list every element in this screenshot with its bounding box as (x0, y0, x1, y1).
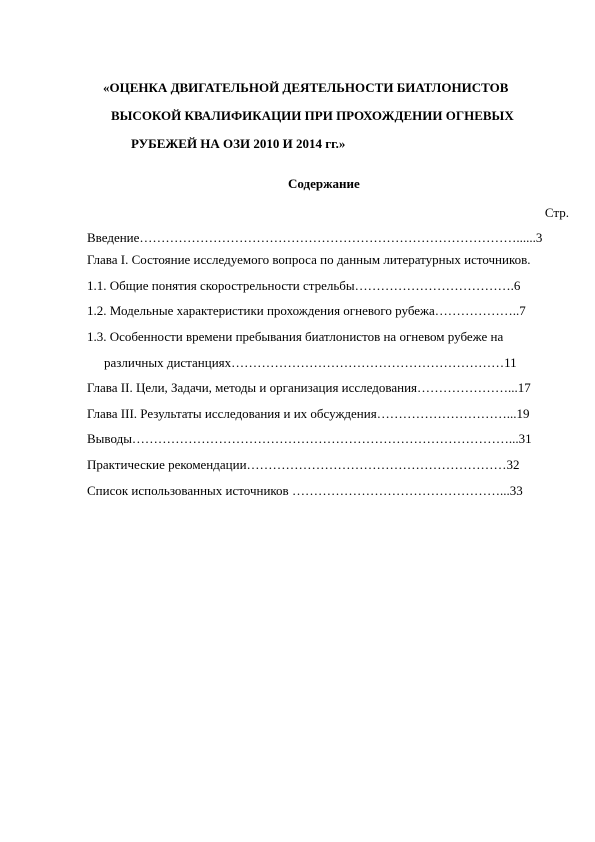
toc-entry-chapter-2: Глава II. Цели, Задачи, методы и организация исследования…………………...17 (87, 380, 531, 395)
toc-entry-1-3: 1.3. Особенности времени пребывания биатлонистов на огневом рубеже на (87, 329, 504, 344)
toc-entry-1-2: 1.2. Модельные характеристики прохождения огневого рубежа………………..7 (87, 303, 526, 318)
document-title-line-2: ВЫСОКОЙ КВАЛИФИКАЦИИ ПРИ ПРОХОЖДЕНИИ ОГНЕВЫХ (111, 108, 514, 123)
toc-entry-references: Список использованных источников …………………………………………...33 (87, 483, 523, 498)
contents-heading: Содержание (288, 176, 360, 191)
document-title-line-1: «ОЦЕНКА ДВИГАТЕЛЬНОЙ ДЕЯТЕЛЬНОСТИ БИАТЛОНИСТОВ (103, 80, 509, 95)
toc-entry-chapter-1: Глава I. Состояние исследуемого вопроса по данным литературных источников. (87, 252, 531, 267)
page-column-label: Стр. (544, 205, 569, 220)
toc-entry-1-1: 1.1. Общие понятия скорострельности стрельбы……………………………….6 (87, 278, 521, 293)
toc-entry-recommendations: Практические рекомендации……………………………………………………32 (87, 457, 520, 472)
document-title-line-3: РУБЕЖЕЙ НА ОЗИ 2010 И 2014 гг.» (131, 136, 346, 151)
toc-entry-conclusions: Выводы……………………………………………………………………………...31 (87, 431, 532, 446)
toc-entry-introduction: Введение……………………………………………………………………………......3 (87, 230, 543, 245)
toc-entry-1-3-continued: различных дистанциях………………………………………………………11 (104, 355, 517, 370)
toc-entry-chapter-3: Глава III. Результаты исследования и их обсуждения…………………………...19 (87, 406, 530, 421)
